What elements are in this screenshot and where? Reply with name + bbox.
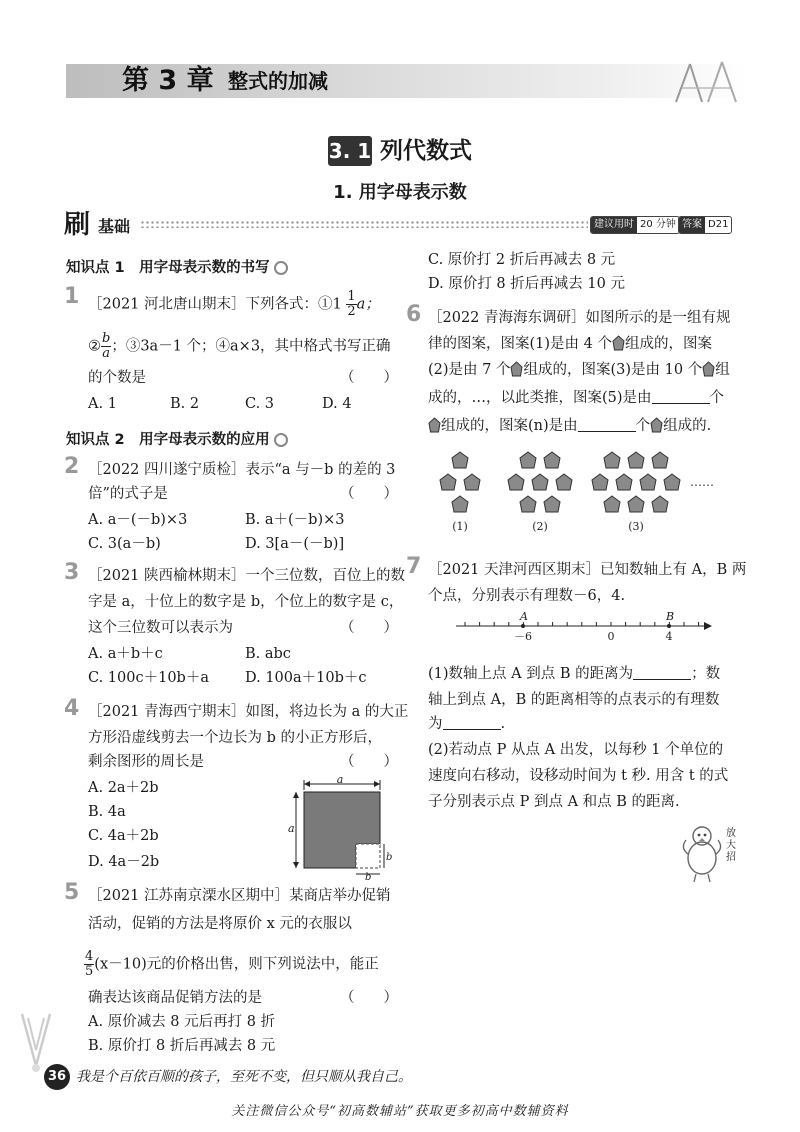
q7-part2-line3: 子分别表示点 P 到点 A 和点 B 的距离. [428, 794, 680, 810]
fraction: $\frac{b}{a}$ [102, 331, 111, 361]
point-b-dot [667, 624, 671, 628]
axis-ticks [465, 622, 699, 626]
suggested-time-tag: 建议用时 20 分钟 [590, 216, 680, 234]
answer-paren: （ ） [340, 990, 398, 1006]
q3-line3: 这个三位数可以表示为 [88, 620, 233, 636]
option-d: D. 3[a－(－b)] [245, 536, 345, 552]
point-b-label: B [666, 610, 675, 623]
option-c: C. 3 [245, 396, 275, 412]
pentagon-pattern-figure [430, 440, 730, 536]
question-number: 2 [64, 454, 80, 479]
compass-ruler-icon [656, 56, 746, 106]
point-a-label: A [520, 610, 528, 623]
q7-part2-line2: 速度向右移动，设移动时间为 t 秒. 用含 t 的式 [428, 768, 729, 784]
q4-line1: ［2021 青海西宁期末］如图，将边长为 a 的大正 [88, 704, 409, 720]
q7-line1: ［2021 天津河西区期末］已知数轴上有 A，B 两 [428, 562, 747, 578]
q5-line2: 活动，促销的方法是将原价 x 元的衣服以 [88, 916, 352, 932]
tick-label-neg6: －6 [514, 630, 532, 643]
pattern-ellipsis: …… [690, 475, 714, 489]
option-c: C. 4a＋2b [88, 828, 159, 844]
q2-line1: ［2022 四川遂宁质检］表示“a 与－b 的差的 3 [88, 462, 396, 478]
answer-blank[interactable] [578, 417, 636, 432]
answer-paren: （ ） [340, 370, 398, 386]
chapter-title: 整式的加减 [228, 69, 328, 93]
tick-label-4: 4 [665, 630, 673, 643]
option-c: C. 100c＋10b＋a [88, 670, 209, 686]
q7-part1-line2: 轴上到点 A，B 的距离相等的点表示的有理数 [428, 692, 720, 708]
q1-line1: ［2021 河北唐山期末］下列各式：①1 $\frac{1}{2}$ a； [88, 289, 380, 319]
section-title: 列代数式 [380, 138, 472, 164]
q7-part1-line3: 为 . [428, 716, 506, 732]
q2-line2: 倍”的式子是 [88, 486, 168, 502]
answer-blank[interactable] [633, 665, 691, 680]
answer-blank[interactable] [443, 715, 501, 730]
question-number: 7 [406, 554, 422, 579]
pattern-label-1: (1) [452, 520, 468, 533]
option-b: B. a＋(－b)×3 [245, 512, 345, 528]
q6-line5: 组成的，图案(n)是由 个 组成的. [428, 416, 711, 436]
q4-line3: 剩余图形的周长是 [88, 754, 204, 770]
label-b-bottom: b [365, 872, 372, 880]
q6-line1: ［2022 青海海东调研］如图所示的是一组有规 [428, 310, 731, 326]
question-number: 1 [64, 284, 80, 309]
q7-part2-line1: (2)若动点 P 从点 A 出发，以每秒 1 个单位的 [428, 742, 724, 758]
option-a: A. 1 [88, 396, 117, 412]
pentagon-icon [428, 417, 441, 433]
label-a-top: a [336, 776, 344, 786]
q6-line2: 律的图案，图案(1)是由 4 个 组成的，图案 [428, 336, 712, 352]
answer-paren: （ ） [340, 486, 398, 502]
label-a-left: a [288, 822, 295, 835]
option-b: B. 原价打 8 折后再减去 8 元 [88, 1038, 276, 1054]
question-number: 5 [64, 880, 80, 905]
section-number: 3. 1 [328, 136, 372, 166]
page-number: 36 [44, 1064, 70, 1090]
q5-line3: $\frac{4}{5}$ (x－10)元的价格出售，则下列说法中，能正 [85, 949, 379, 979]
option-d: D. 100a＋10b＋c [245, 670, 367, 686]
answer-paren: （ ） [340, 620, 398, 636]
q5-option-c: C. 原价打 2 折后再减去 8 元 [428, 252, 616, 268]
option-a: A. a＋b＋c [88, 646, 163, 662]
target-icon [274, 433, 288, 447]
q1-line2: ② $\frac{b}{a}$ ；③3a－1 个；④a×3，其中格式书写正确 [88, 331, 391, 361]
pentagon-icon [510, 361, 523, 377]
question-number: 6 [406, 302, 422, 327]
q6-line3: (2)是由 7 个 组成的，图案(3)是由 10 个 组 [428, 362, 730, 378]
option-b: B. 4a [88, 804, 126, 820]
q3-line1: ［2021 陕西榆林期末］一个三位数，百位上的数 [88, 568, 406, 584]
point-a-dot [521, 624, 525, 628]
basic-label: 基础 [98, 217, 131, 236]
option-d: D. 4 [322, 396, 352, 412]
q6-line4: 成的，…，以此类推，图案(5)是由 个 [428, 390, 725, 406]
q7-part1-line1: (1)数轴上点 A 到点 B 的距离为 ；数 [428, 666, 721, 682]
page-motto: 我是个百依百顺的孩子，至死不变，但只顺从我自己。 [76, 1069, 412, 1085]
option-d: D. 4a－2b [88, 854, 160, 870]
knowledge-point-2: 知识点 2 用字母表示数的应用 [66, 428, 288, 449]
option-a: A. a－(－b)×3 [88, 512, 188, 528]
question-number: 4 [64, 696, 80, 721]
knowledge-point-1: 知识点 1 用字母表示数的书写 [66, 256, 288, 277]
q5-line1: ［2021 江苏南京溧水区期中］某商店举办促销 [88, 888, 391, 904]
option-a: A. 原价减去 8 元后再打 8 折 [88, 1014, 276, 1030]
label-b-right: b [386, 852, 393, 863]
q5-line4: 确表达该商品促销方法的是 [88, 990, 262, 1006]
answer-tag: 答案 D21 [678, 216, 732, 234]
question-number: 3 [64, 560, 80, 585]
brush-label: 刷 [64, 210, 91, 240]
answer-blank[interactable] [652, 389, 710, 404]
pentagon-icon [702, 361, 715, 377]
target-icon [274, 261, 288, 275]
chapter-label: 第 3 章 [122, 65, 214, 96]
option-c: C. 3(a－b) [88, 536, 161, 552]
q7-line2: 个点，分别表示有理数－6，4. [428, 588, 626, 604]
pattern-label-2: (2) [532, 520, 548, 533]
pattern-label-3: (3) [628, 520, 644, 533]
option-a: A. 2a＋2b [88, 780, 159, 796]
pentagon-icon [612, 335, 625, 351]
tick-label-0: 0 [607, 630, 615, 643]
answer-paren: （ ） [340, 754, 398, 770]
q1-line3: 的个数是 [88, 370, 146, 386]
subsection-title: 1. 用字母表示数 [333, 182, 467, 203]
option-b: B. abc [245, 646, 291, 662]
q4-line2: 方形沿虚线剪去一个边长为 b 的小正方形后， [88, 730, 382, 746]
q5-option-d: D. 原价打 8 折后再减去 10 元 [428, 276, 625, 292]
footer-note: 关注微信公众号“初高数辅站”获取更多初高中数辅资料 [231, 1104, 569, 1119]
mascot-caption: 放大招 [726, 828, 736, 863]
dotted-divider [140, 220, 588, 228]
pentagon-icon [650, 417, 663, 433]
q3-line2: 字是 a，十位上的数字是 b，个位上的数字是 c， [88, 594, 404, 610]
fraction: $\frac{4}{5}$ [85, 949, 94, 979]
number-line [450, 608, 720, 648]
square-cut-figure [284, 776, 396, 880]
fraction: $\frac{1}{2}$ [347, 289, 356, 319]
option-b: B. 2 [170, 396, 200, 412]
